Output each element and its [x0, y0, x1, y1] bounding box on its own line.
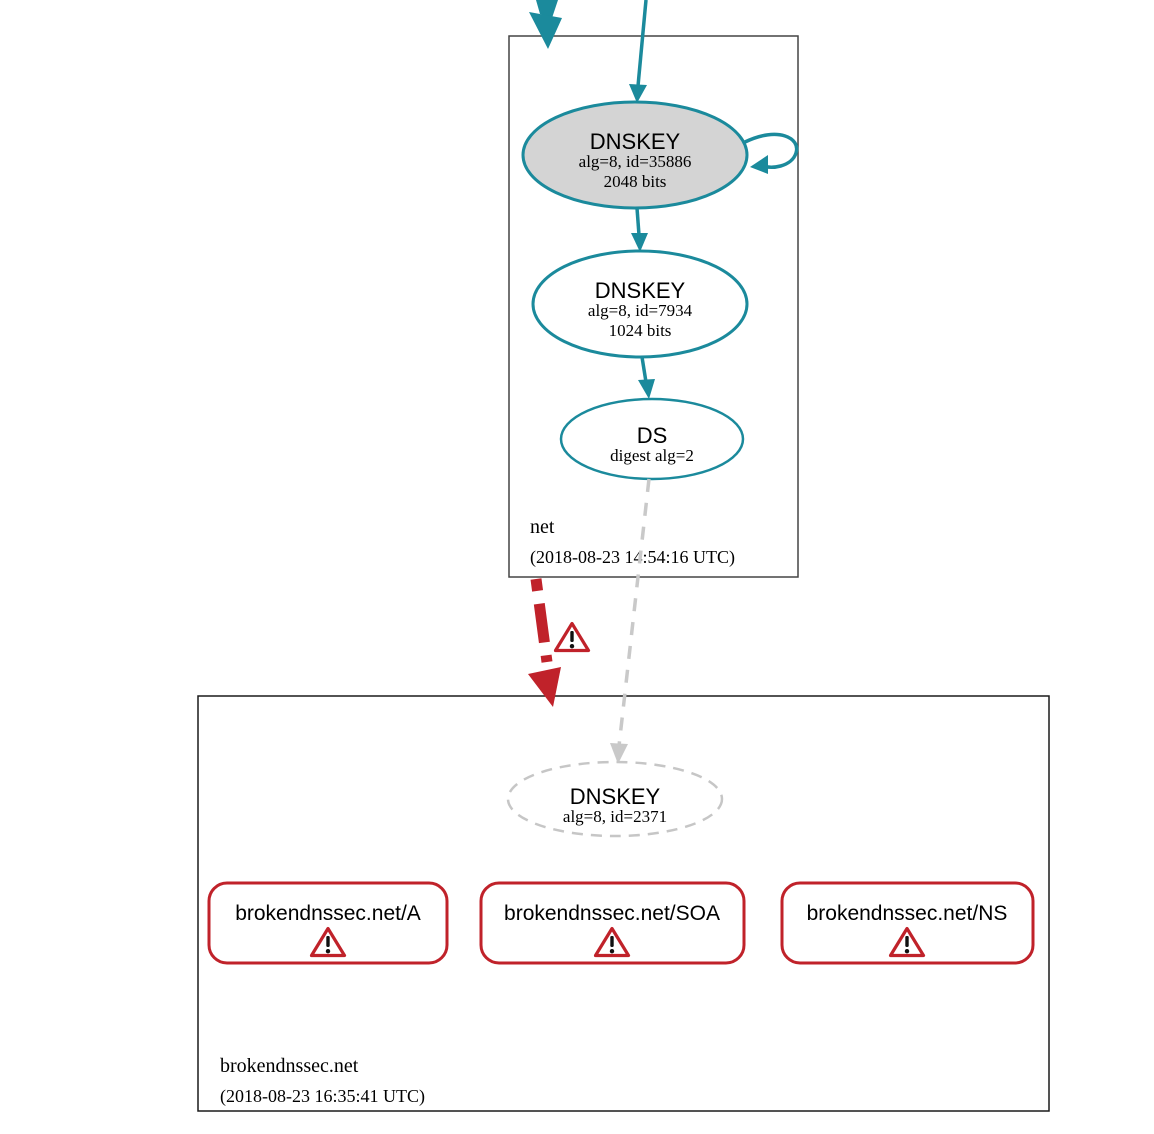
rrset-label: brokendnssec.net/A [235, 902, 421, 925]
rrset-label: brokendnssec.net/SOA [504, 902, 720, 925]
node-broken-dnskey[interactable] [508, 762, 722, 836]
zone-net-label: net [530, 516, 555, 538]
node-title: DNSKEY [569, 784, 661, 809]
node-title: DNSKEY [594, 278, 686, 303]
node-rrset-soa[interactable] [481, 883, 744, 963]
rrset-label: brokendnssec.net/NS [806, 902, 1008, 925]
node-title: DNSKEY [589, 129, 681, 154]
node-net-dnskey-zsk[interactable] [533, 251, 747, 357]
node-bits: 1024 bits [608, 321, 672, 340]
node-net-dnskey-ksk[interactable] [523, 102, 747, 208]
node-meta: alg=8, id=35886 [578, 152, 692, 171]
edge-delegation-bogus [528, 579, 561, 707]
node-meta: alg=8, id=2371 [562, 807, 668, 826]
node-title: DS [636, 423, 668, 448]
node-rrset-a[interactable] [209, 883, 447, 963]
node-meta: alg=8, id=7934 [587, 301, 693, 320]
zone-brokendnssec-label: brokendnssec.net [220, 1055, 359, 1077]
node-net-ds[interactable] [561, 399, 743, 479]
warning-icon[interactable] [556, 624, 589, 651]
zone-net-timestamp: (2018-08-23 14:54:16 UTC) [530, 547, 735, 567]
zone-brokendnssec-timestamp: (2018-08-23 16:35:41 UTC) [220, 1086, 425, 1106]
node-meta: digest alg=2 [610, 446, 694, 465]
node-bits: 2048 bits [603, 172, 667, 191]
node-rrset-ns[interactable] [782, 883, 1033, 963]
